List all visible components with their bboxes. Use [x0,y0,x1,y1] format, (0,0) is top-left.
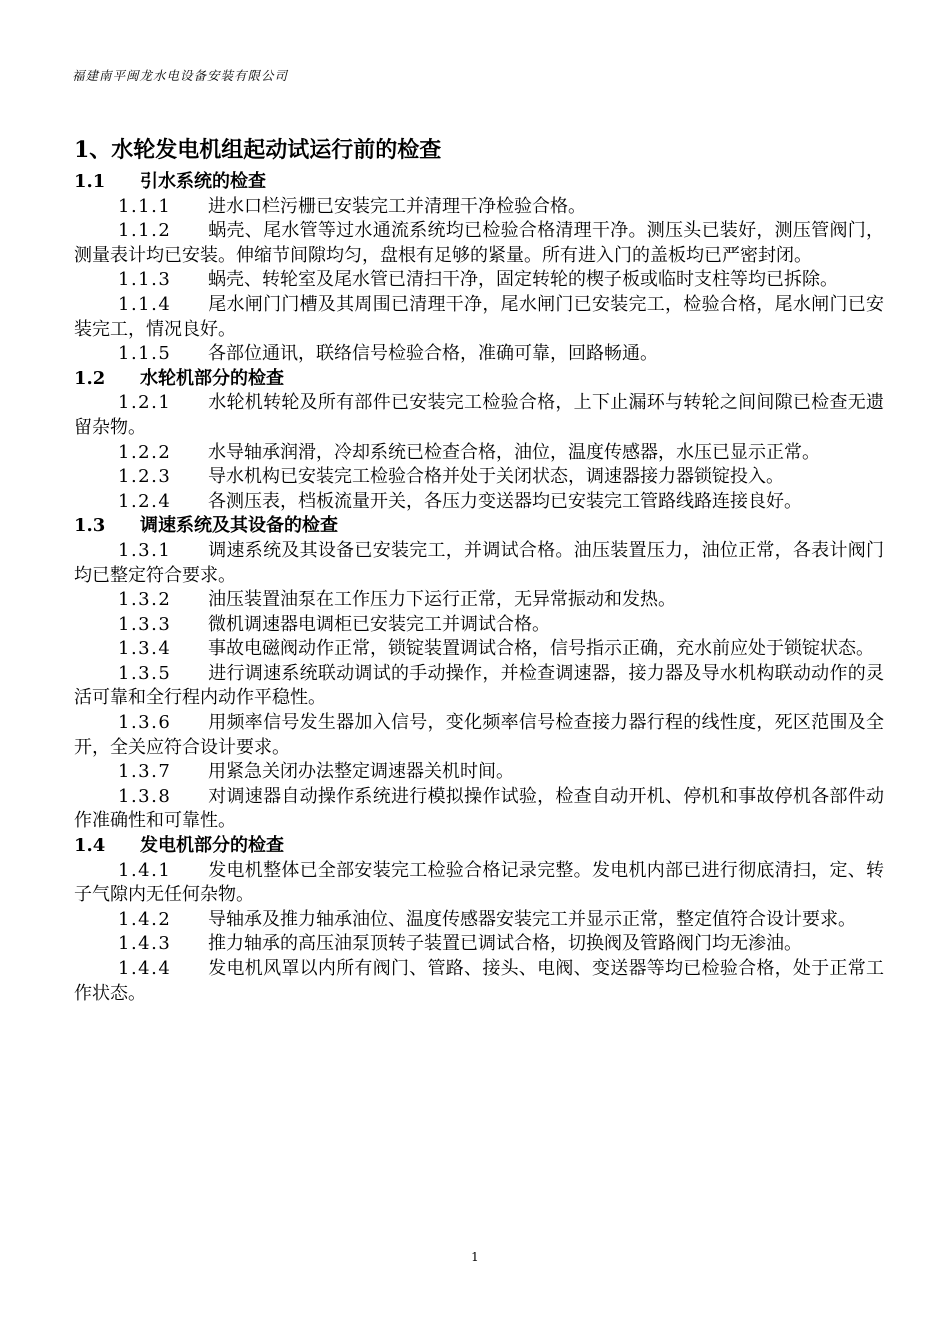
section-number: 1.4 [74,835,106,857]
list-item [74,662,884,711]
list-item [74,342,884,367]
list-item [74,465,884,490]
item-number: 1.3.5 [118,662,172,684]
list-item [74,219,884,268]
item-number: 1.4.3 [118,933,172,955]
item-text: 导轴承及推力轴承油位、温度传感器安装完工并显示正常，整定值符合设计要求。 [208,908,856,930]
section-heading [74,514,884,539]
item-text: 用紧急关闭办法整定调速器关机时间。 [208,761,514,783]
item-text: 进行调速系统联动调试的手动操作，并检查调速器，接力器及导水机构联动动作的灵活可靠和全行程内动作平稳性。 [74,662,884,709]
document-body [74,170,884,1006]
list-item [74,293,884,342]
item-text: 推力轴承的高压油泵顶转子装置已调试合格，切换阀及管路阀门均无渗油。 [208,933,802,955]
section-title: 发电机部分的检查 [140,835,284,857]
list-item [74,711,884,760]
section-title: 水轮机部分的检查 [140,367,284,389]
section-title: 调速系统及其设备的检查 [140,515,338,537]
list-item [74,268,884,293]
item-text: 导水机构已安装完工检验合格并处于关闭状态，调速器接力器锁锭投入。 [208,466,784,488]
item-text: 调速系统及其设备已安装完工，并调试合格。油压装置压力，油位正常，各表计阀门均已整定符合要求。 [74,539,884,586]
item-number: 1.1.3 [118,269,172,291]
item-text: 进水口栏污栅已安装完工并清理干净检验合格。 [208,195,586,217]
page-number: 1 [471,1250,479,1264]
item-number: 1.4.2 [118,908,172,930]
item-text: 各测压表，档板流量开关，各压力变送器均已安装完工管路线路连接良好。 [208,490,802,512]
item-text: 发电机整体已全部安装完工检验合格记录完整。发电机内部已进行彻底清扫，定、转子气隙内无任何杂物。 [74,859,884,906]
item-number: 1.1.4 [118,293,172,315]
list-item [74,613,884,638]
list-item [74,195,884,220]
item-number: 1.3.1 [118,539,172,561]
item-text: 蜗壳、转轮室及尾水管已清扫干净，固定转轮的楔子板或临时支柱等均已拆除。 [208,269,838,291]
item-number: 1.3.3 [118,613,172,635]
item-number: 1.3.2 [118,589,172,611]
list-item [74,908,884,933]
item-number: 1.3.7 [118,761,172,783]
item-text: 微机调速器电调柜已安装完工并调试合格。 [208,613,550,635]
item-number: 1.2.2 [118,441,172,463]
item-text: 发电机风罩以内所有阀门、管路、接头、电阀、变送器等均已检验合格，处于正常工作状态。 [74,958,884,1004]
list-item [74,391,884,440]
section-number: 1.1 [74,171,106,192]
list-item [74,637,884,662]
company-header: 福建南平闽龙水电设备安装有限公司 [72,68,289,83]
list-item [74,760,884,785]
item-number: 1.2.1 [118,392,172,414]
section-heading [74,834,884,859]
item-number: 1.3.8 [118,785,172,807]
list-item [74,957,884,1006]
item-text: 用频率信号发生器加入信号，变化频率信号检查接力器行程的线性度，死区范围及全开，全关应符合设计要求。 [74,712,884,758]
section-number: 1.2 [74,367,106,389]
item-text: 事故电磁阀动作正常，锁锭装置调试合格，信号指示正确，充水前应处于锁锭状态。 [208,638,874,660]
item-number: 1.4.1 [118,859,172,881]
item-text: 水导轴承润滑，冷却系统已检查合格，油位，温度传感器，水压已显示正常。 [208,441,820,463]
list-item [74,785,884,834]
document-title: 1、水轮发电机组起动试运行前的检查 [74,137,442,163]
item-number: 1.3.6 [118,712,172,734]
item-text: 蜗壳、尾水管等过水通流系统均已检验合格清理干净。测压头已装好，测压管阀门，测量表计均已安装。伸缩节间隙均匀，盘根有足够的紧量。所有进入门的盖板均已严密封闭。 [74,220,884,266]
item-text: 尾水闸门门槽及其周围已清理干净，尾水闸门已安装完工，检验合格，尾水闸门已安装完工，情况良好。 [74,293,884,340]
list-item [74,539,884,588]
item-number: 1.2.3 [118,466,172,488]
item-number: 1.2.4 [118,490,172,512]
item-number: 1.1.2 [118,220,172,242]
list-item [74,441,884,466]
item-text: 油压装置油泵在工作压力下运行正常，无异常振动和发热。 [208,589,676,611]
item-number: 1.4.4 [118,958,172,979]
item-text: 各部位通讯，联络信号检验合格，准确可靠，回路畅通。 [208,343,658,365]
item-text: 水轮机转轮及所有部件已安装完工检验合格，上下止漏环与转轮之间间隙已检查无遗留杂物。 [74,392,884,438]
item-number: 1.1.1 [118,195,172,217]
list-item [74,490,884,515]
item-text: 对调速器自动操作系统进行模拟操作试验，检查自动开机、停机和事故停机各部件动作准确性和可靠性。 [74,785,884,832]
list-item [74,859,884,908]
list-item [74,932,884,957]
section-heading [74,367,884,392]
section-title: 引水系统的检查 [140,171,266,192]
section-number: 1.3 [74,515,106,537]
item-number: 1.3.4 [118,638,172,660]
list-item [74,588,884,613]
item-number: 1.1.5 [118,343,172,365]
section-heading [74,170,884,195]
